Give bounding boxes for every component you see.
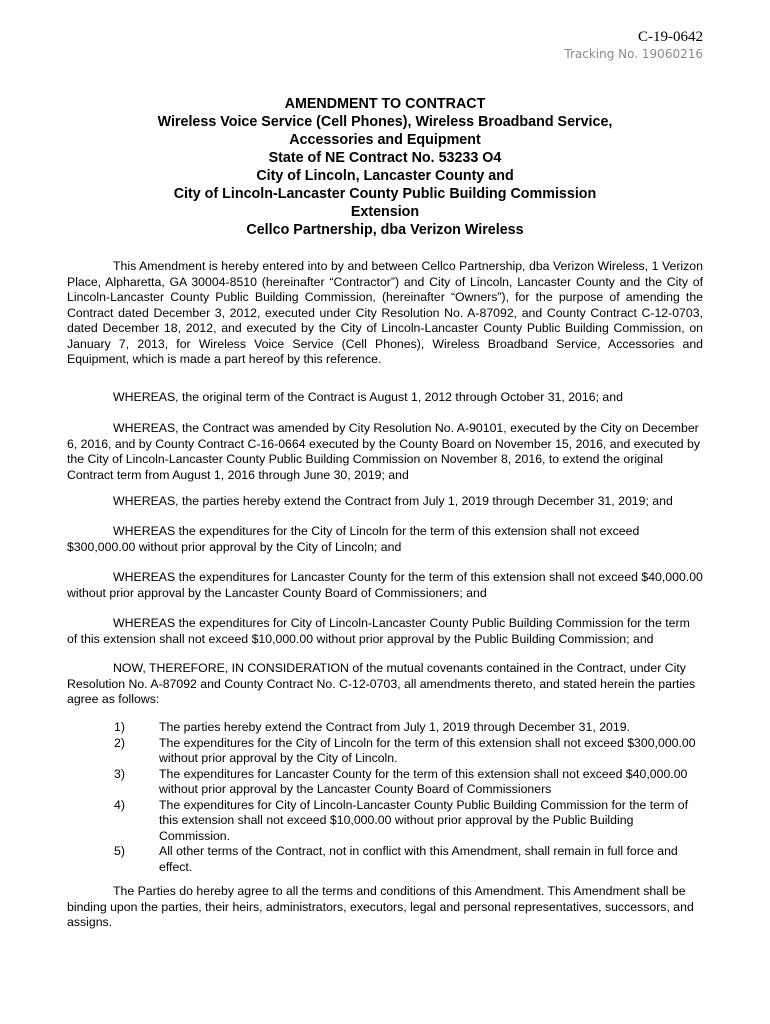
list-item-number: 3) [114, 766, 125, 781]
whereas-text: WHEREAS, the original term of the Contract is August 1, 2012 through October 31, 2016; and [113, 390, 623, 404]
title-line: Cellco Partnership, dba Verizon Wireless [246, 222, 524, 238]
title-line: State of NE Contract No. 53233 O4 [268, 150, 502, 166]
title-line: Wireless Voice Service (Cell Phones), Wireless Broadband Service, [157, 114, 613, 130]
list-item-text: The expenditures for City of Lincoln-Lancaster County Public Building Commission for the term of this extension shall not exceed $10,000.00 without prior approval by the Public Building Commission. [159, 797, 689, 843]
tracking-number: Tracking No. 19060216 [564, 47, 703, 61]
closing-text: The Parties do hereby agree to all the terms and conditions of this Amendment. This Amendment shall be binding upon the parties, their heirs, administrators, executors, legal and personal representatives, successors, and assigns. [67, 884, 694, 929]
title-line: Extension [350, 204, 420, 220]
whereas-paragraph [67, 390, 703, 406]
whereas-paragraph [67, 421, 703, 483]
whereas-paragraph [67, 524, 703, 555]
whereas-paragraph [67, 616, 703, 647]
agreement-list [67, 720, 703, 875]
list-item-text: The parties hereby extend the Contract from July 1, 2019 through December 31, 2019. [159, 720, 630, 734]
whereas-text: WHEREAS the expenditures for Lancaster County for the term of this extension shall not exceed $40,000.00 without prior approval by the Lancaster County Board of Commissioners; and [67, 570, 703, 600]
title-line: City of Lincoln, Lancaster County and [256, 168, 514, 184]
whereas-paragraph [67, 570, 703, 601]
list-item-text: All other terms of the Contract, not in conflict with this Amendment, shall remain in full force and effect. [159, 844, 678, 874]
list-item-text: The expenditures for the City of Lincoln for the term of this extension shall not exceed $300,000.00 without prior approval by the City of Lincoln. [159, 735, 696, 765]
whereas-text: WHEREAS the expenditures for the City of Lincoln for the term of this extension shall not exceed $300,000.00 without prior approval by the City of Lincoln; and [67, 524, 640, 554]
whereas-paragraph [67, 494, 703, 510]
title-line: City of Lincoln-Lancaster County Public Building Commission [173, 186, 597, 202]
intro-paragraph [67, 259, 703, 368]
document-title [0, 95, 770, 239]
whereas-text: WHEREAS, the Contract was amended by City Resolution No. A-90101, executed by the City on December 6, 2016, and by County Contract C-16-0664 executed by the County Board on November 15, 2016, and executed by the City of Lincoln-Lancaster County Public Building Commission on November 8, 2016, to extend the original Contract term from August 1, 2016 through June 30, 2019; and [67, 421, 701, 482]
intro-text: This Amendment is hereby entered into by and between Cellco Partnership, dba Verizon Wireless, 1 Verizon Place, Alpharetta, GA 30004-8510 (hereinafter “Contractor”) and City of Lincoln, Lancaster County and the City of Lincoln-Lancaster County Public Building Commission, (hereinafter “Owners”), for the purpose of amending the Contract dated December 3, 2012, executed under City Resolution No. A-87092, and County Contract C-12-0703, dated December 18, 2012, and executed by the City of Lincoln-Lancaster County Public Building Commission, on January 7, 2013, for Wireless Voice Service (Cell Phones), Wireless Broadband Service, Accessories and Equipment, which is made a part hereof by this reference. [67, 259, 703, 366]
list-item-number: 4) [114, 797, 125, 812]
now-therefore-paragraph [67, 661, 703, 708]
now-therefore-text: NOW, THEREFORE, IN CONSIDERATION of the mutual covenants contained in the Contract, under City Resolution No. A-87092 and County Contract No. C-12-0703, all amendments thereto, and stated herein the parties agree as follows: [67, 661, 696, 706]
list-item [67, 798, 703, 845]
title-line: AMENDMENT TO CONTRACT [284, 96, 486, 112]
list-item-text: The expenditures for Lancaster County for the term of this extension shall not exceed $40,000.00 without prior approval by the Lancaster County Board of Commissioners [159, 766, 688, 796]
list-item-number: 1) [114, 720, 125, 734]
whereas-text: WHEREAS the expenditures for City of Lincoln-Lancaster County Public Building Commission for the term of this extension shall not exceed $10,000.00 without prior approval by the Public Building Commission; and [67, 616, 690, 646]
contract-number: C-19-0642 [638, 29, 703, 45]
list-item [67, 844, 703, 875]
whereas-text: WHEREAS, the parties hereby extend the Contract from July 1, 2019 through December 31, 2019; and [113, 494, 673, 508]
list-item-number: 2) [114, 735, 125, 750]
list-item [67, 767, 703, 798]
list-item [67, 736, 703, 767]
list-item [67, 720, 703, 736]
list-item-number: 5) [114, 844, 125, 858]
closing-paragraph [67, 884, 703, 931]
title-line: Accessories and Equipment [289, 132, 481, 148]
